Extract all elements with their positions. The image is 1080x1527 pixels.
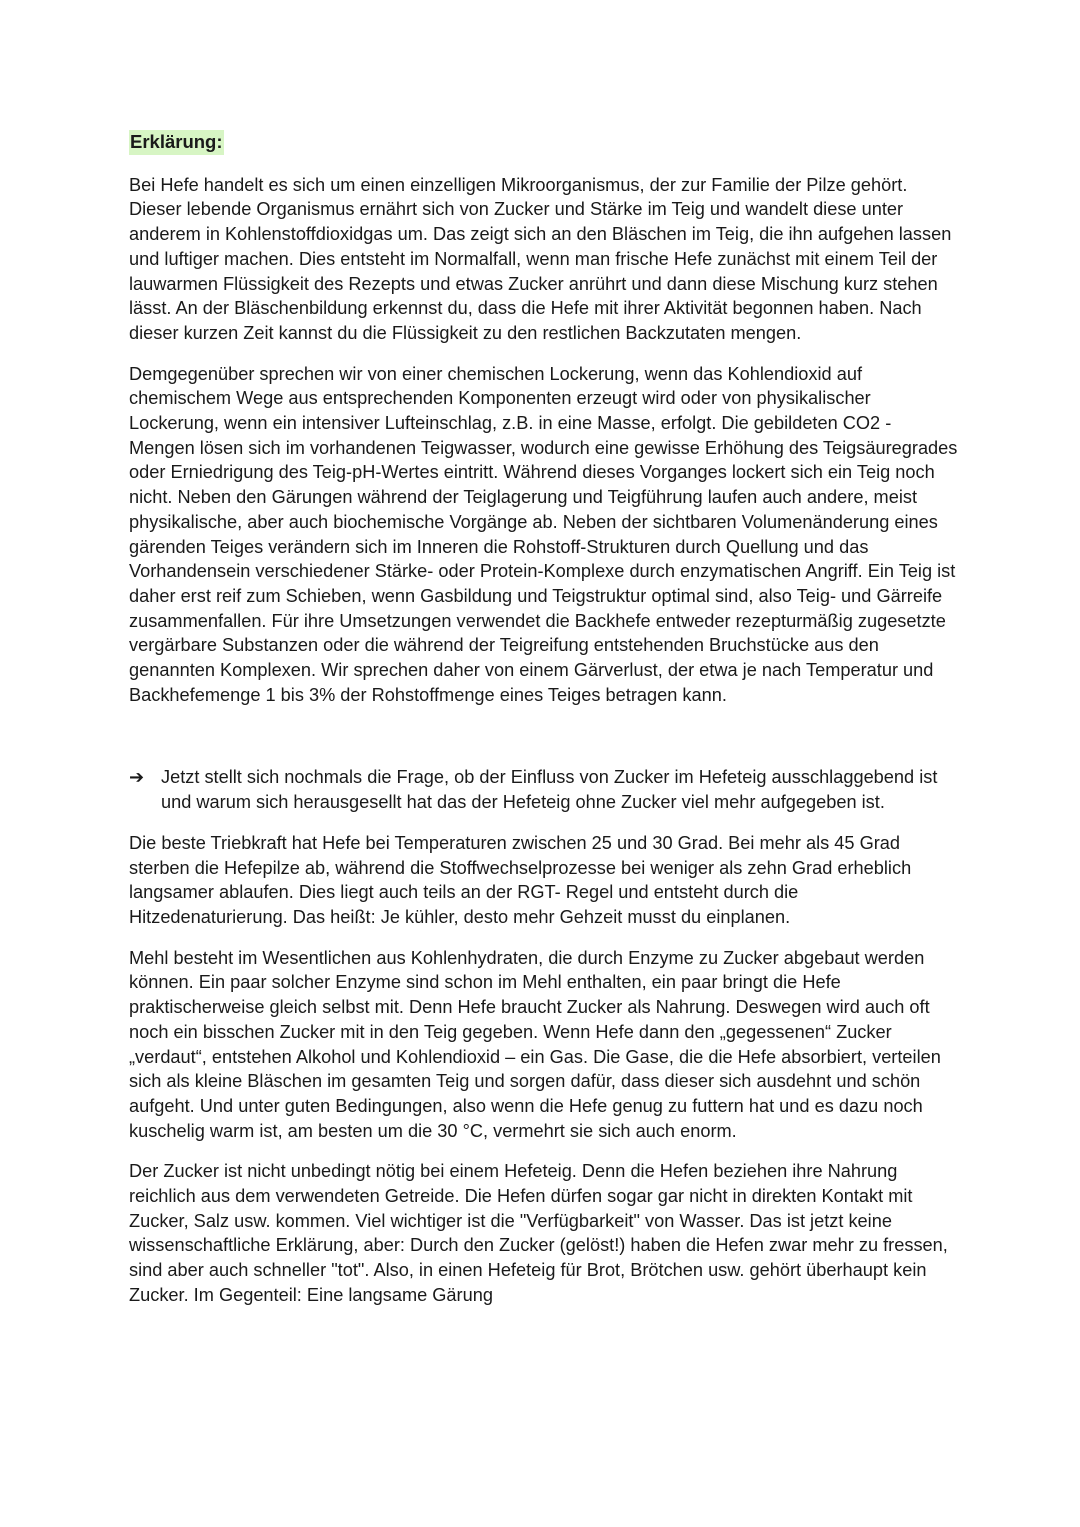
paragraph-yeast-intro: Bei Hefe handelt es sich um einen einzelligen Mikroorganismus, der zur Familie der Pilze gehört. Dieser lebende Organismus ernährt sich von Zucker und Stärke im Teig und wandelt diese unter anderem in Kohlenstoffdioxidgas um. Das zeigt sich an den Bläschen im Teig, die ihn aufgehen lassen und luftiger machen. Dies entsteht im Normalfall, wenn man frische Hefe zunächst mit einem Teil der lauwarmen Flüssigkeit des Rezepts und etwas Zucker anrührt und dann diese Mischung kurz stehen lässt. An der Bläschenbildung erkennst du, dass die Hefe mit ihrer Aktivität begonnen haben. Nach dieser kurzen Zeit kannst du die Flüssigkeit zu den restlichen Backzutaten mengen. [129, 174, 952, 343]
paragraph-temperature: Die beste Triebkraft hat Hefe bei Temperaturen zwischen 25 und 30 Grad. Bei mehr als 45 Grad sterben die Hefepilze ab, während die Stoffwechselprozesse bei weniger als zehn Grad erheblich langsamer ablaufen. Dies liegt auch teils an der RGT- Regel und entsteht durch die Hitzedenaturierung. Das heißt: Je kühler, desto mehr Gehzeit musst du einplanen. [129, 832, 912, 927]
arrow-bullet-item [129, 765, 959, 814]
paragraph-sugar-not-needed: Der Zucker ist nicht unbedingt nötig bei einem Hefeteig. Denn die Hefen beziehen ihre Nahrung reichlich aus dem verwendeten Getreide. Die Hefen dürfen sogar gar nicht in direkten Kontakt mit Zucker, Salz usw. kommen. Viel wichtiger ist die "Verfügbarkeit" von Wasser. Das ist jetzt keine wissenschaftliche Erklärung, aber: Durch den Zucker (gelöst!) haben die Hefen zwar mehr zu fressen, sind aber auch schneller "tot". Also, in einen Hefeteig für Brot, Brötchen usw. gehört überhaupt kein Zucker. Im Gegenteil: Eine langsame Gärung [129, 1161, 948, 1305]
arrow-right-icon: ➔ [129, 767, 145, 788]
paragraph-flour-enzymes: Mehl besteht im Wesentlichen aus Kohlenhydraten, die durch Enzyme zu Zucker abgebaut werden können. Ein paar solcher Enzyme sind schon im Mehl enthalten, ein paar bringt die Hefe praktischerweise gleich selbst mit. Denn Hefe braucht Zucker als Nahrung. Deswegen wird auch oft noch ein bisschen Zucker mit in den Teig gegeben. Wenn Hefe dann den „gegessenen“ Zucker „verdaut“, entstehen Alkohol und Kohlendioxid – ein Gas. Die Gase, die die Hefe absorbiert, verteilen sich als kleine Bläschen im gesamten Teig und sorgen dafür, dass dieser sich ausdehnt und schön aufgeht. Und unter guten Bedingungen, also wenn die Hefe genug zu futtern hat und es dazu noch kuschelig warm ist, am besten um die 30 °C, vermehrt sie sich auch enorm. [129, 947, 941, 1141]
document-page [129, 130, 959, 1324]
spacer [129, 723, 959, 765]
arrow-bullet-text: Jetzt stellt sich nochmals die Frage, ob der Einfluss von Zucker im Hefeteig ausschlaggebend ist und warum sich herausgesellt hat das der Hefeteig ohne Zucker viel mehr aufgegeben ist. [161, 767, 938, 813]
paragraph-chemical-leavening: Demgegenüber sprechen wir von einer chemischen Lockerung, wenn das Kohlendioxid auf chemischem Wege aus entsprechenden Komponenten erzeugt wird oder von physikalischer Lockerung, wenn ein intensiver Lufteinschlag, z.B. in eine Masse, erfolgt. Die gebildeten CO2 - Mengen lösen sich im vorhandenen Teigwasser, wodurch eine gewisse Erhöhung des Teigsäuregrades oder Erniedrigung des Teig-pH-Wertes eintritt. Während dieses Vorganges lockert sich ein Teig noch nicht. Neben den Gärungen während der Teiglagerung und Teigführung laufen auch andere, meist physikalische, aber auch biochemische Vorgänge ab. Neben der sichtbaren Volumenänderung eines gärenden Teiges verändern sich im Inneren die Rohstoff-Strukturen durch Quellung und das Vorhandensein verschiedener Stärke- oder Protein-Komplexe durch enzymatischen Angriff. Ein Teig ist daher erst reif zum Schieben, wenn Gasbildung und Teigstruktur optimal sind, also Teig- und Gärreife zusammenfallen. Für ihre Umsetzungen verwendet die Backhefe entweder rezepturmäßig zugesetzte vergärbare Substanzen oder die während der Teigreifung entstehenden Bruchstücke aus den genannten Komplexen. Wir sprechen daher von einem Gärverlust, der etwa je nach Temperatur und Backhefemenge 1 bis 3% der Rohstoffmenge eines Teiges betragen kann. [129, 363, 958, 705]
section-heading: Erklärung: [129, 130, 224, 155]
